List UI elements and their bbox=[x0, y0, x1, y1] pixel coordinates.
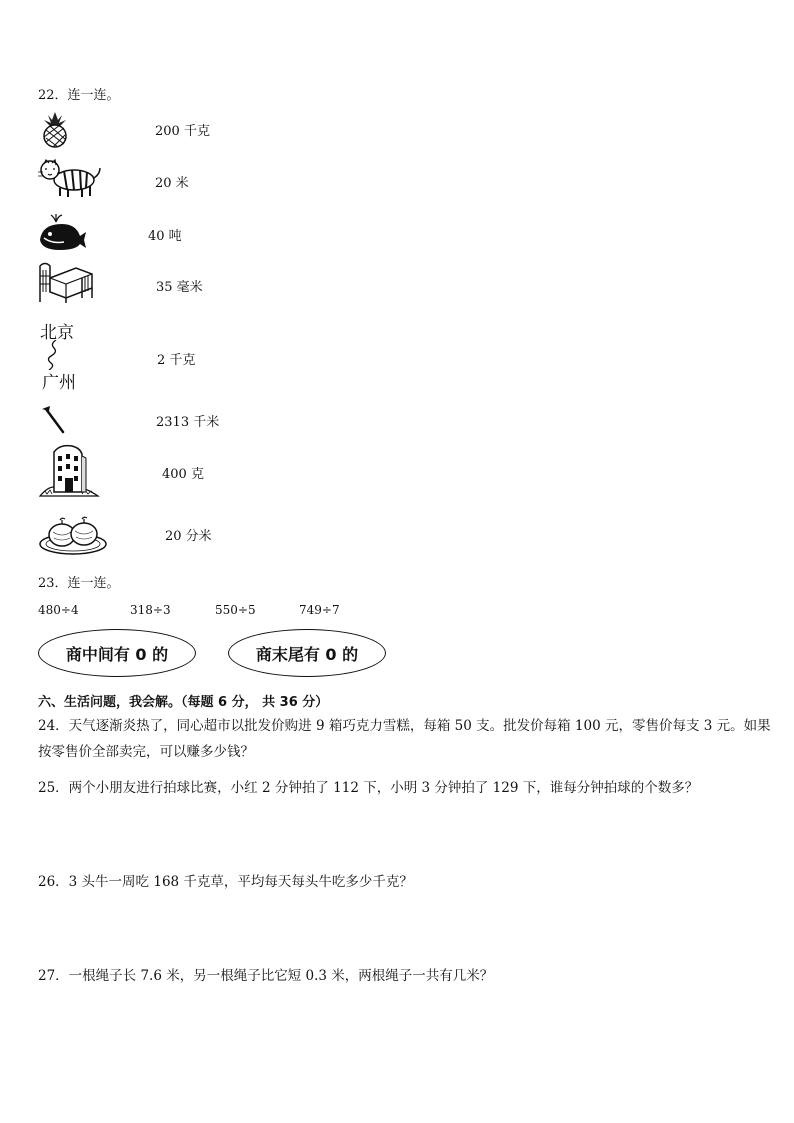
beijing-guangzhou-map-icon bbox=[40, 318, 90, 392]
question-24: 24．天气逐渐炎热了，同心超市以批发价购进 9 箱巧克力雪糕，每箱 50 支。批发价每箱 100 元，零售价每支 3 元。如果按零售价全部卖完，可以赚多少钱？ bbox=[38, 718, 771, 760]
nail-icon bbox=[40, 405, 66, 435]
q23-title: 23．连一连。 bbox=[38, 576, 120, 591]
unit-label-5: 2 千克 bbox=[157, 353, 196, 368]
oval-middle-zero bbox=[38, 629, 196, 677]
question-27: 27．一根绳子长 7.6 米，另一根绳子比它短 0.3 米，两根绳子一共有几米？ bbox=[38, 968, 494, 984]
unit-label-2: 20 米 bbox=[155, 176, 189, 191]
pineapple-icon bbox=[38, 110, 72, 148]
bed-icon bbox=[36, 258, 96, 304]
map-label-guangzhou: 广州 bbox=[42, 373, 76, 393]
oval-middle-zero-label: 商中间有 0 的 bbox=[65, 644, 169, 664]
map-label-beijing: 北京 bbox=[40, 323, 74, 343]
expression-3: 550÷5 bbox=[215, 603, 256, 617]
unit-label-8: 20 分米 bbox=[165, 529, 212, 544]
fruit-plate-icon bbox=[38, 512, 108, 556]
unit-label-1: 200 千克 bbox=[155, 124, 210, 139]
question-26: 26．3 头牛一周吃 168 千克草，平均每天每头牛吃多少千克？ bbox=[38, 874, 413, 890]
whale-icon bbox=[36, 212, 88, 250]
q22-title: 22．连一连。 bbox=[38, 88, 120, 103]
expression-1: 480÷4 bbox=[38, 603, 79, 617]
tiger-icon bbox=[36, 158, 102, 198]
unit-label-3: 40 吨 bbox=[148, 229, 182, 244]
unit-label-4: 35 毫米 bbox=[156, 280, 203, 295]
unit-label-7: 400 克 bbox=[162, 467, 204, 482]
section-heading: 六、生活问题，我会解。（每题 6 分， 共 36 分） bbox=[38, 695, 329, 710]
unit-label-6: 2313 千米 bbox=[156, 415, 220, 430]
expression-2: 318÷3 bbox=[130, 603, 171, 617]
building-icon bbox=[38, 442, 100, 498]
oval-end-zero bbox=[228, 629, 386, 677]
expression-4: 749÷7 bbox=[299, 603, 340, 617]
oval-end-zero-label: 商末尾有 0 的 bbox=[255, 644, 359, 664]
question-25: 25．两个小朋友进行拍球比赛，小红 2 分钟拍了 112 下，小明 3 分钟拍了 129 下，谁每分钟拍球的个数多？ bbox=[38, 780, 699, 796]
